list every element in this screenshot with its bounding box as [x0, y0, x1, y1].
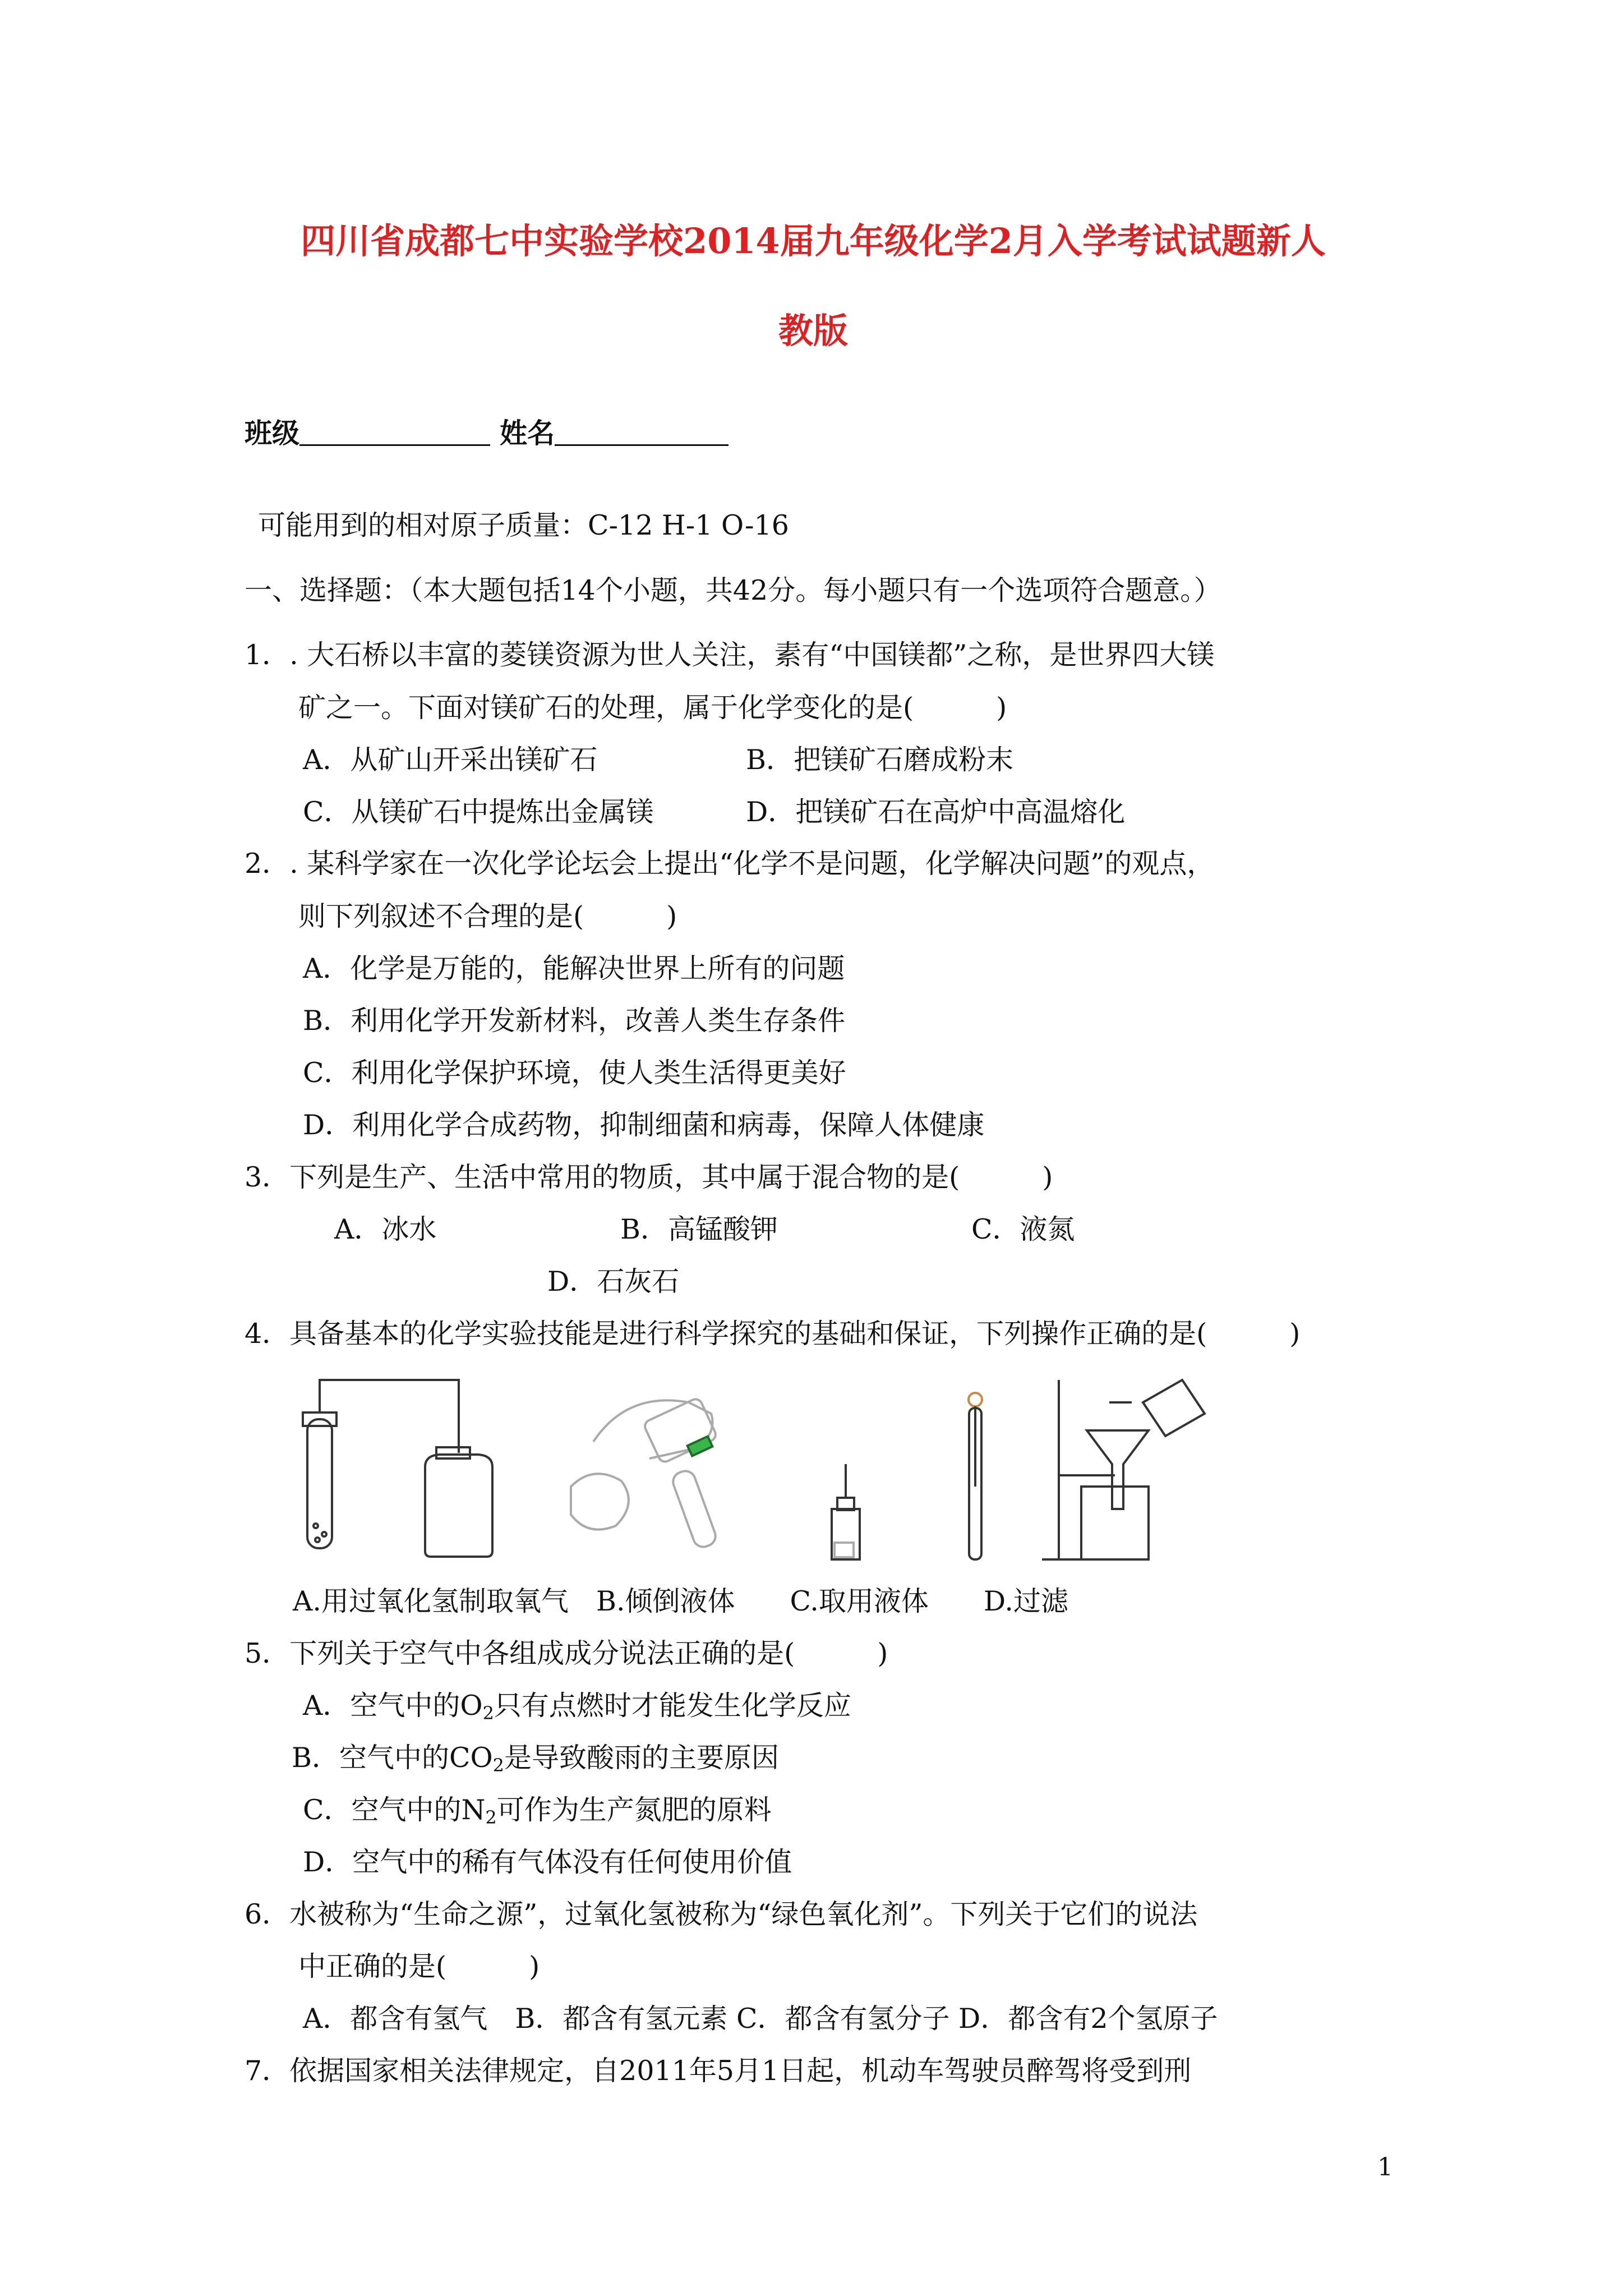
q2-stem-line1: 2．. 某科学家在一次化学论坛会上提出“化学不是问题，化学解决问题”的观点， — [245, 848, 1215, 880]
q4-stem: 4．具备基本的化学实验技能是进行科学探究的基础和保证，下列操作正确的是( ) — [245, 1318, 1301, 1350]
lab-operations-figure — [257, 1358, 1227, 1571]
q3-option-c[interactable]: C．液氮 — [971, 1213, 1075, 1245]
q6-options[interactable]: A．都含有氢气 B．都含有氢元素 C．都含有氢分子 D．都含有2个氢原子 — [303, 2003, 1218, 2035]
q2-stem-line2: 则下列叙述不合理的是( ) — [298, 900, 677, 932]
q3-option-b[interactable]: B．高锰酸钾 — [620, 1213, 778, 1245]
name-label: 姓名 — [500, 417, 555, 449]
q1-option-d[interactable]: D．把镁矿石在高炉中高温熔化 — [746, 796, 1126, 828]
atomic-masses: 可能用到的相对原子质量：C-12 H-1 O-16 — [258, 509, 789, 541]
page-number: 1 — [1377, 2153, 1393, 2182]
filtration-apparatus — [1042, 1380, 1205, 1559]
q6-stem-line1: 6．水被称为“生命之源”，过氧化氢被称为“绿色氧化剂”。下列关于它们的说法 — [245, 1898, 1198, 1930]
q5-option-c[interactable]: C．空气中的$N_2$可作为生产氮肥的原料 — [303, 1794, 772, 1828]
student-info — [245, 415, 728, 447]
q2-option-b[interactable]: B．利用化学开发新材料，改善人类生存条件 — [303, 1005, 846, 1037]
q2-option-c[interactable]: C．利用化学保护环境，使人类生活得更美好 — [303, 1057, 846, 1089]
q1-stem-line2: 矿之一。下面对镁矿石的处理，属于化学变化的是( ) — [298, 692, 1007, 724]
q3-option-a[interactable]: A．冰水 — [334, 1213, 437, 1245]
q7-stem: 7．依据国家相关法律规定，自2011年5月1日起，机动车驾驶员醉驾将受到刑 — [245, 2055, 1192, 2087]
q1-option-b[interactable]: B．把镁矿石磨成粉末 — [746, 744, 1014, 776]
q5-option-d[interactable]: D．空气中的稀有气体没有任何使用价值 — [303, 1846, 792, 1878]
dropper-and-bottle — [832, 1393, 982, 1559]
q1-stem-line1: 1．. 大石桥以丰富的菱镁资源为世人关注，素有“中国镁都”之称，是世界四大镁 — [245, 639, 1215, 671]
exam-title-line2: 教版 — [778, 310, 848, 351]
q1-option-c[interactable]: C．从镁矿石中提炼出金属镁 — [303, 796, 654, 828]
q5-option-b[interactable]: B．空气中的$CO_2$是导致酸雨的主要原因 — [292, 1742, 780, 1776]
q3-stem: 3．下列是生产、生活中常用的物质，其中属于混合物的是( ) — [245, 1161, 1053, 1193]
q5-stem: 5．下列关于空气中各组成成分说法正确的是( ) — [245, 1637, 888, 1669]
q2-option-d[interactable]: D．利用化学合成药物，抑制细菌和病毒，保障人体健康 — [303, 1109, 985, 1141]
hydrogen-peroxide-oxygen-apparatus — [303, 1380, 492, 1557]
section-heading: 一、选择题：（本大题包括14个小题，共42分。每小题只有一个选项符合题意。） — [245, 574, 1221, 606]
pouring-liquid-illustration — [571, 1397, 854, 1557]
class-blank[interactable] — [299, 415, 490, 446]
class-label: 班级 — [245, 417, 300, 449]
q5-option-a[interactable]: A．空气中的$O_2$只有点燃时才能发生化学反应 — [303, 1690, 851, 1724]
q6-stem-line2: 中正确的是( ) — [298, 1950, 540, 1982]
q3-option-d[interactable]: D．石灰石 — [547, 1266, 680, 1297]
q2-option-a[interactable]: A．化学是万能的，能解决世界上所有的问题 — [303, 953, 845, 984]
name-blank[interactable] — [555, 415, 728, 446]
exam-title-line1: 四川省成都七中实验学校2014届九年级化学2月入学考试试题新人 — [301, 220, 1326, 261]
q4-options[interactable]: A.用过氧化氢制取氧气 B.倾倒液体 C.取用液体 D.过滤 — [293, 1585, 1068, 1617]
q1-option-a[interactable]: A．从矿山开采出镁矿石 — [303, 744, 598, 776]
